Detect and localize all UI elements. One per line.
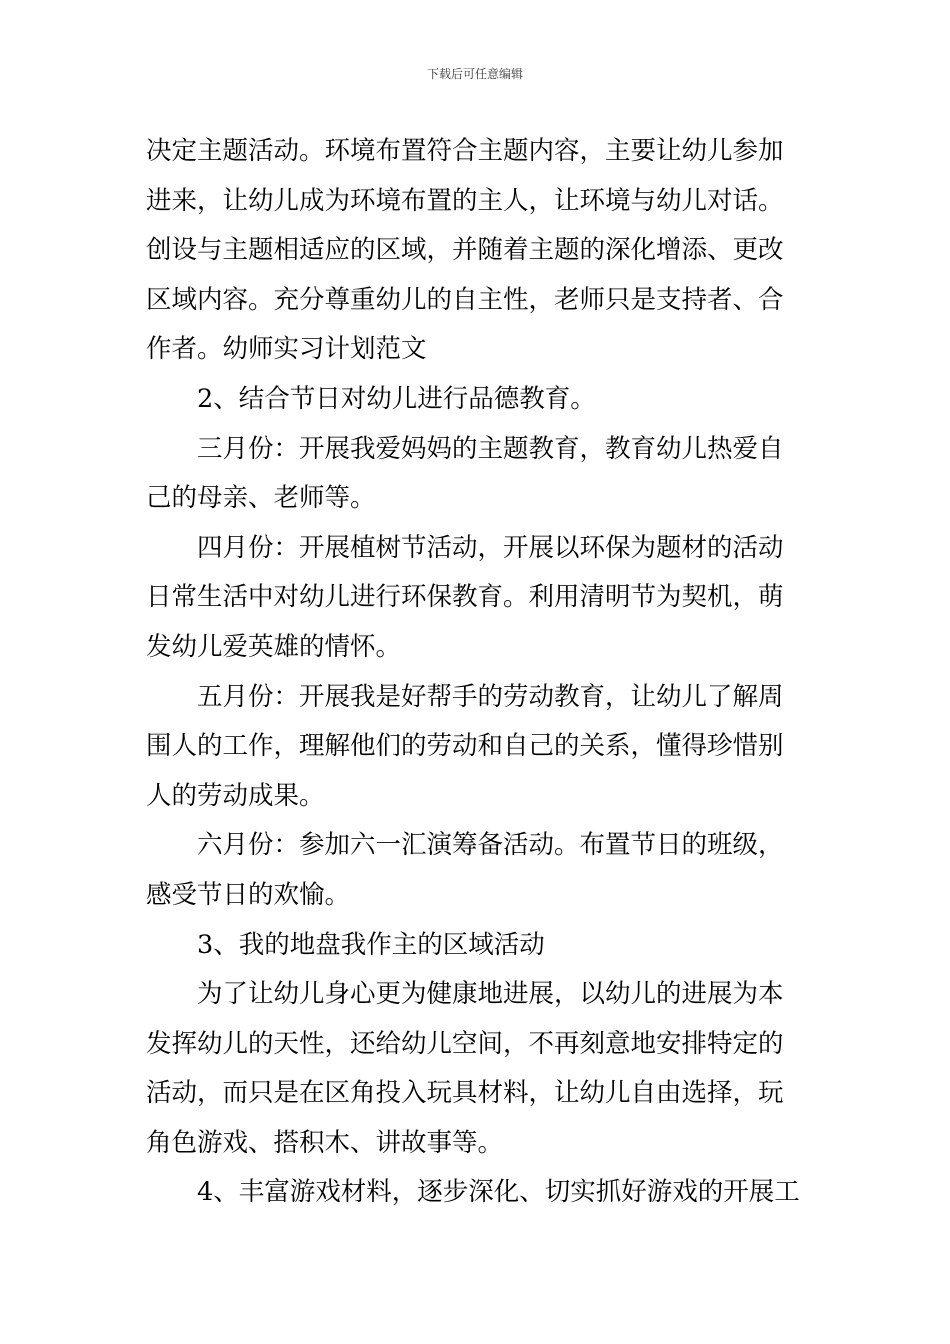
- text-line: 活动，而只是在区角投入玩具材料，让幼儿自由选择，玩: [146, 1078, 784, 1109]
- text-line: 人的劳动成果。: [146, 780, 325, 811]
- text-line: 三月份：开展我爱妈妈的主题教育，教育幼儿热爱自: [197, 433, 784, 464]
- text-line: 发幼儿爱英雄的情怀。: [146, 631, 402, 662]
- text-line: 区域内容。充分尊重幼儿的自主性，老师只是支持者、合: [146, 284, 784, 315]
- text-line: 创设与主题相适应的区域，并随着主题的深化增添、更改: [146, 235, 784, 266]
- text-line: 己的母亲、老师等。: [146, 483, 376, 514]
- text-line: 日常生活中对幼儿进行环保教育。利用清明节为契机，萌: [146, 582, 784, 613]
- text-line: 围人的工作，理解他们的劳动和自己的关系，懂得珍惜别: [146, 731, 784, 762]
- document-body: [146, 127, 810, 1218]
- text-line: 五月份：开展我是好帮手的劳动教育，让幼儿了解周: [197, 681, 784, 712]
- text-line: 进来，让幼儿成为环境布置的主人，让环境与幼儿对话。: [146, 185, 784, 216]
- text-line: 4、丰富游戏材料，逐步深化、切实抓好游戏的开展工: [197, 1177, 800, 1208]
- text-line: 作者。幼师实习计划范文: [146, 334, 427, 365]
- text-line: 决定主题活动。环境布置符合主题内容，主要让幼儿参加: [146, 136, 784, 166]
- text-line: 角色游戏、搭积木、讲故事等。: [146, 1127, 504, 1158]
- text-line: 为了让幼儿身心更为健康地进展，以幼儿的进展为本: [197, 979, 784, 1010]
- text-line: 发挥幼儿的天性，还给幼儿空间，不再刻意地安排特定的: [146, 1028, 784, 1059]
- text-line: 四月份：开展植树节活动，开展以环保为题材的活动: [197, 532, 784, 563]
- page-header: 下载后可任意编辑: [426, 67, 523, 81]
- text-line: 六月份：参加六一汇演筹备活动。布置节日的班级，: [197, 830, 784, 861]
- text-line: 3、我的地盘我作主的区域活动: [197, 929, 545, 960]
- text-line: 2、结合节日对幼儿进行品德教育。: [197, 383, 596, 414]
- text-line: 感受节日的欢愉。: [146, 879, 351, 910]
